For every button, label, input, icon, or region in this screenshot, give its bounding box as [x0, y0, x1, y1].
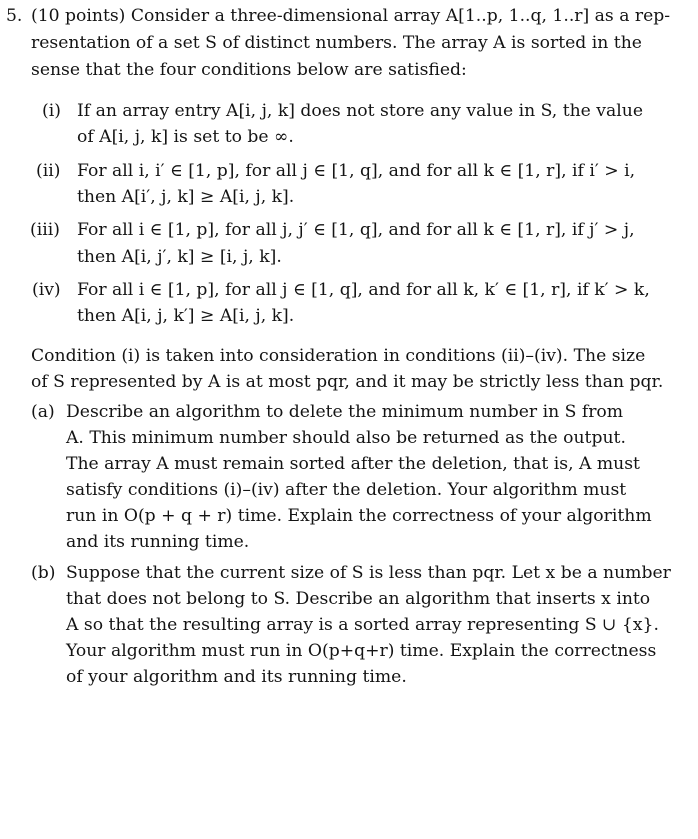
part-line: and its running time. [66, 532, 250, 552]
condition-label: (iii) [30, 220, 60, 240]
problem-number: 5. [6, 6, 23, 26]
intro-line: sense that the four conditions below are satisfied: [31, 60, 467, 80]
condition-line: then A[i, j, k′] ≥ A[i, j, k]. [77, 306, 295, 326]
condition-line: of A[i, j, k] is set to be ∞. [77, 127, 294, 147]
part-line: of your algorithm and its running time. [66, 667, 407, 687]
condition-label: (i) [42, 101, 61, 121]
condition-label: (ii) [36, 161, 61, 181]
part-line: run in O(p + q + r) time. Explain the correctness of your algorithm [66, 506, 652, 526]
part-line: The array A must remain sorted after the deletion, that is, A must [66, 454, 640, 474]
condition-line: then A[i′, j, k] ≥ A[i, j, k]. [77, 187, 295, 207]
part-line: A so that the resulting array is a sorted array representing S ∪ {x}. [66, 615, 659, 635]
condition-line: then A[i, j′, k] ≥ [i, j, k]. [77, 247, 282, 267]
note-line: of S represented by A is at most pqr, and it may be strictly less than pqr. [31, 372, 664, 392]
part-line: A. This minimum number should also be returned as the output. [66, 428, 626, 448]
part-line: Your algorithm must run in O(p+q+r) time. Explain the correctness [66, 641, 657, 661]
condition-line: For all i ∈ [1, p], for all j ∈ [1, q], and for all k, k′ ∈ [1, r], if k′ > k, [77, 280, 650, 300]
part-line: Suppose that the current size of S is less than pqr. Let x be a number [66, 563, 671, 583]
part-line: that does not belong to S. Describe an algorithm that inserts x into [66, 589, 651, 609]
note-line: Condition (i) is taken into consideration in conditions (ii)–(iv). The size [31, 346, 646, 366]
part-line: Describe an algorithm to delete the minimum number in S from [66, 402, 624, 422]
part-line: satisfy conditions (i)–(iv) after the deletion. Your algorithm must [66, 480, 627, 500]
condition-line: For all i, i′ ∈ [1, p], for all j ∈ [1, q], and for all k ∈ [1, r], if i′ > i, [77, 161, 636, 181]
part-label: (b) [31, 563, 56, 583]
condition-line: If an array entry A[i, j, k] does not store any value in S, the value [77, 101, 644, 121]
part-label: (a) [31, 402, 55, 422]
condition-label: (iv) [32, 280, 61, 300]
condition-line: For all i ∈ [1, p], for all j, j′ ∈ [1, q], and for all k ∈ [1, r], if j′ > j, [77, 220, 635, 240]
intro-line: resentation of a set S of distinct numbers. The array A is sorted in the [31, 33, 642, 53]
intro-line: (10 points) Consider a three-dimensional array A[1..p, 1..q, 1..r] as a rep- [31, 6, 671, 26]
